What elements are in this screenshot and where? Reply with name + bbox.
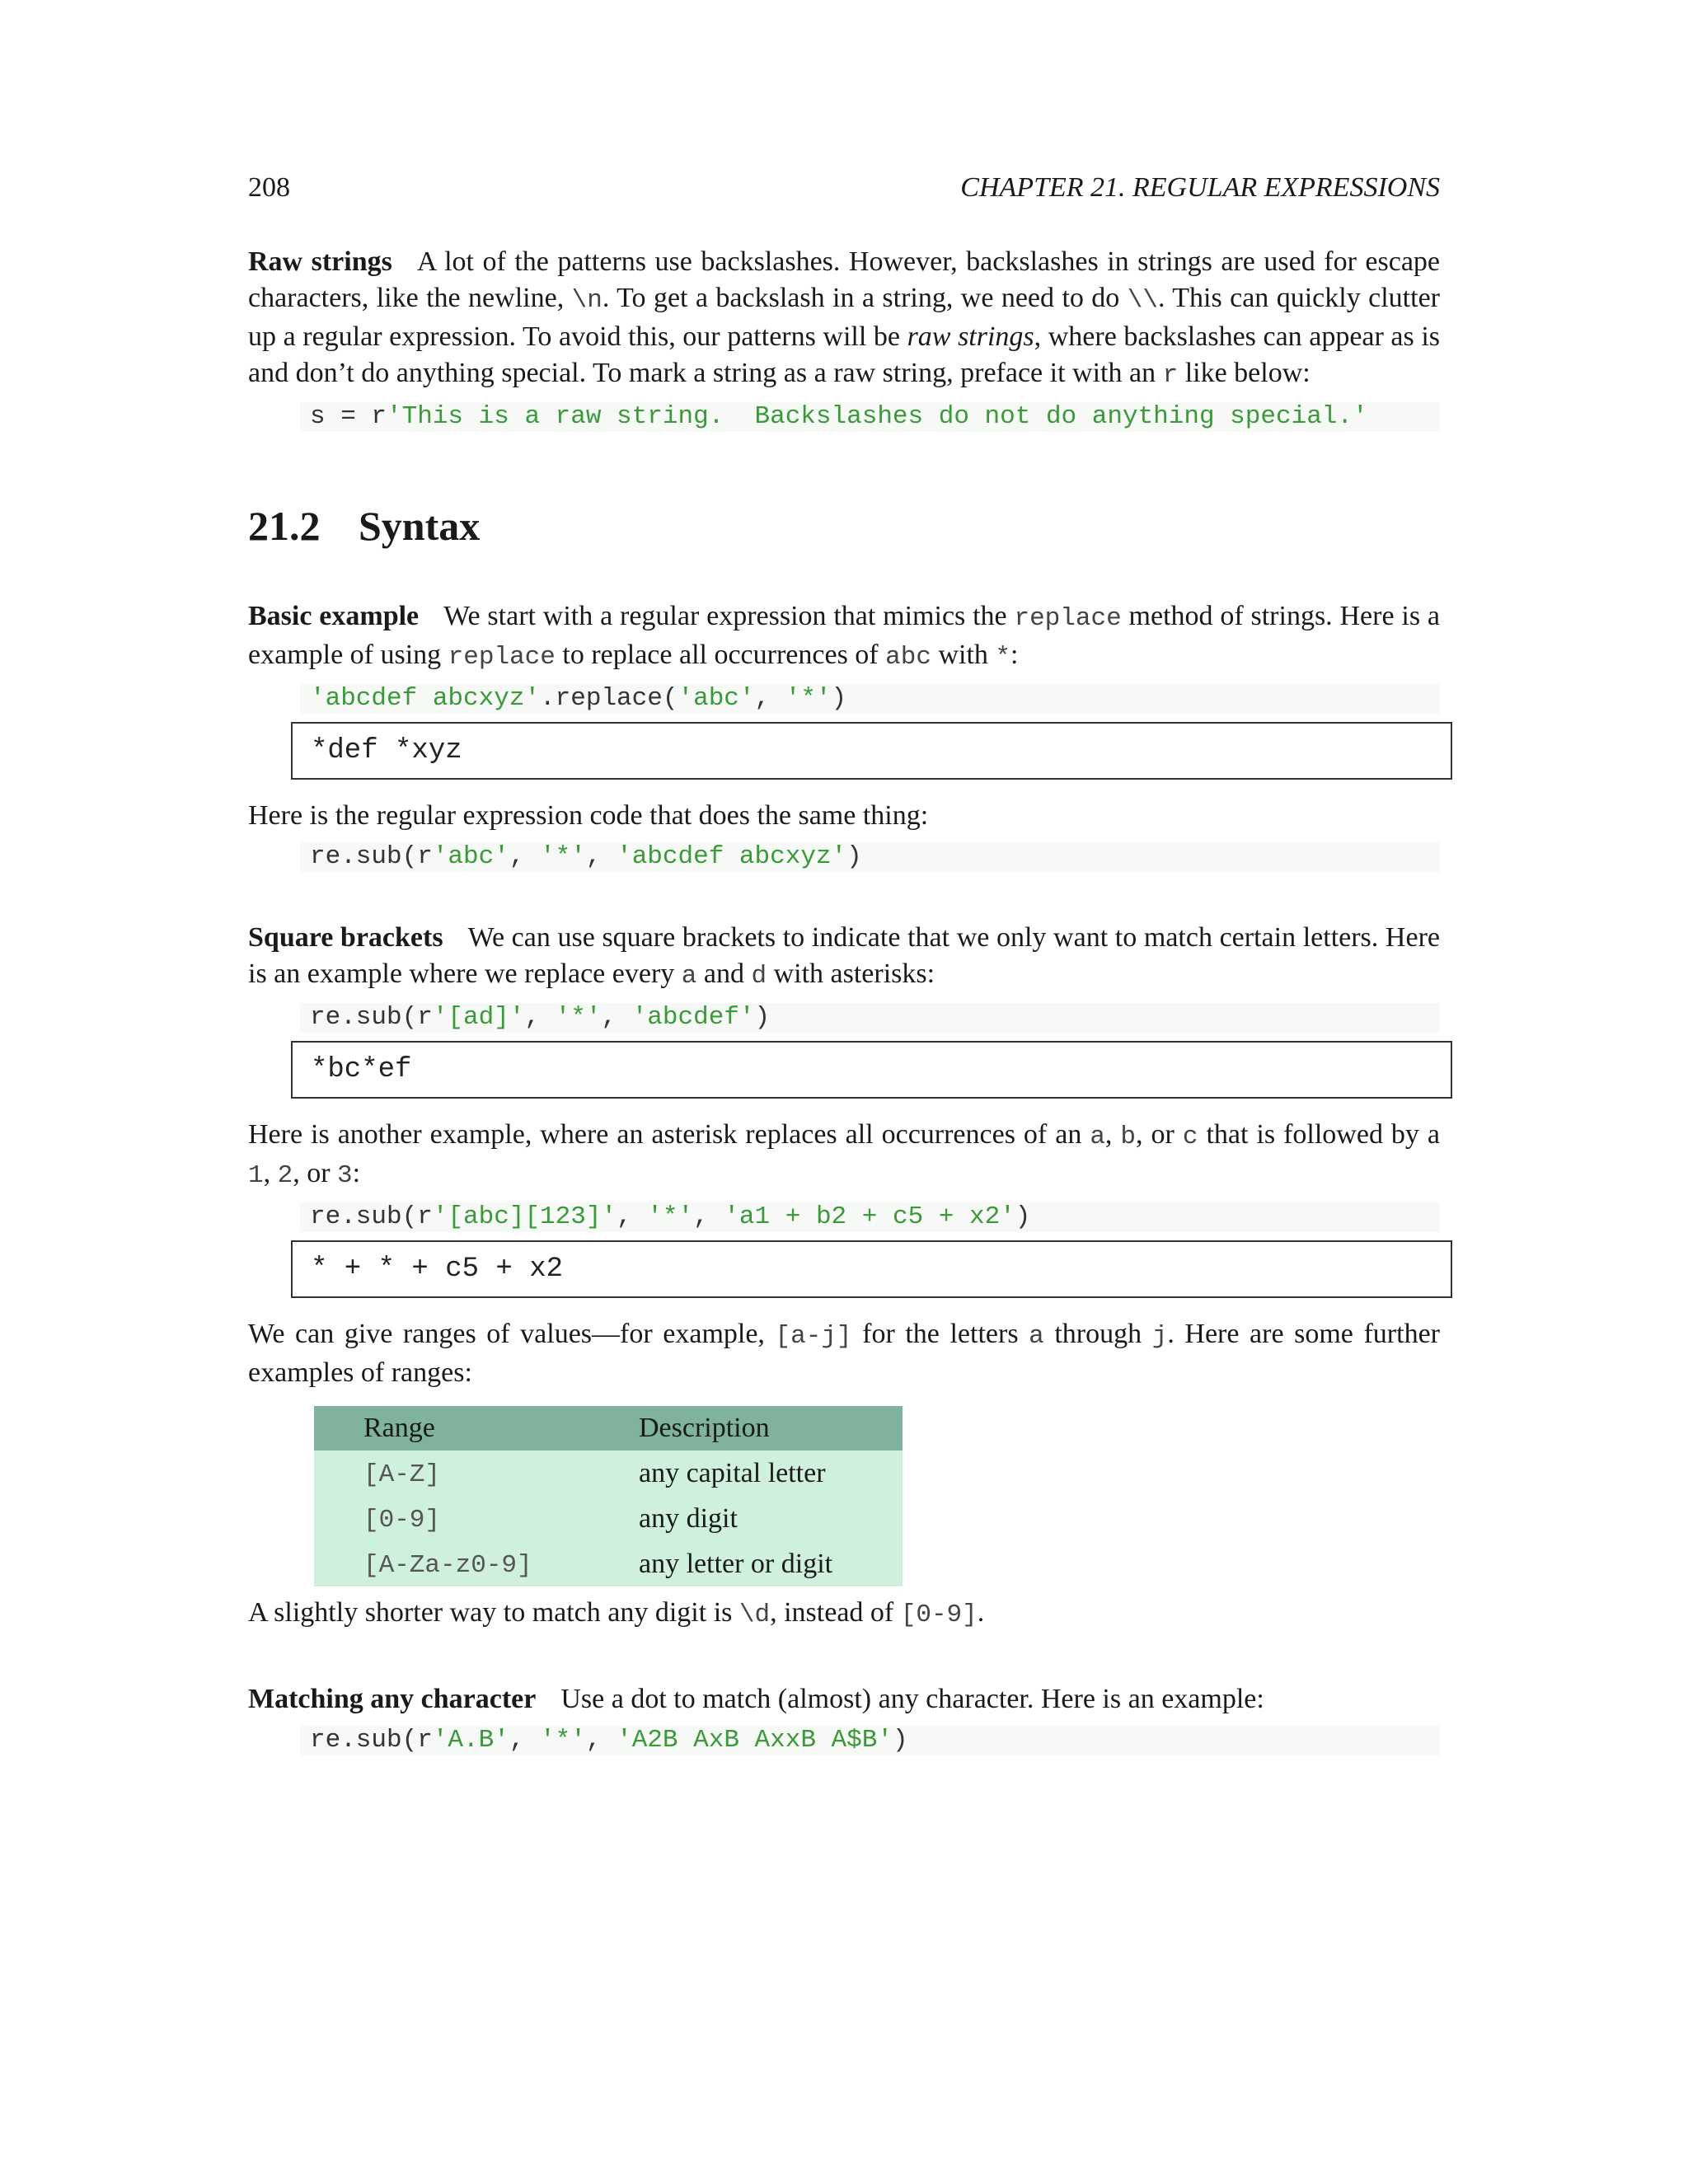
digit-shortcut-paragraph: A slightly shorter way to match any digit is \d, instead of [0-9]. <box>248 1597 985 1629</box>
ranges-table <box>314 1406 903 1586</box>
re-sub-code: re.sub(r'abc', '*', 'abcdef abcxyz') <box>300 842 1440 872</box>
description-cell: any digit <box>639 1496 903 1541</box>
basic-example-title: Basic example <box>248 601 420 631</box>
ranges-paragraph: We can give ranges of values—for example, [a-j] for the letters a through j. Here are some further examples of ranges: <box>248 1319 1440 1388</box>
range-cell: [A-Z] <box>363 1460 441 1489</box>
table-row <box>314 1496 903 1541</box>
range-cell: [A-Za-z0-9] <box>363 1551 532 1580</box>
page-content <box>248 244 1440 1755</box>
another-example-paragraph: Here is another example, where an asterisk replaces all occurrences of an a, b, or c that is followed by a 1, 2, or 3: <box>248 1119 1441 1190</box>
dot-code: re.sub(r'A.B', '*', 'A2B AxB AxxB A$B') <box>300 1726 1440 1755</box>
matching-any-title: Matching any character <box>248 1684 537 1714</box>
raw-string-code: s = r'This is a raw string. Backslashes do not do anything special.' <box>300 402 1440 432</box>
description-cell: any letter or digit <box>639 1541 903 1586</box>
section-heading <box>248 501 1440 551</box>
range-cell: [0-9] <box>363 1506 441 1535</box>
square-brackets-code: re.sub(r'[ad]', '*', 'abcdef') <box>300 1003 1440 1033</box>
raw-strings-title: Raw strings <box>248 246 392 277</box>
table-header: Range <box>314 1406 639 1451</box>
regex-intro-paragraph: Here is the regular expression code that does the same thing: <box>248 800 929 831</box>
class-pair-code: re.sub(r'[abc][123]', '*', 'a1 + b2 + c5 + x2') <box>300 1202 1440 1232</box>
table-header: Description <box>639 1406 903 1451</box>
description-cell: any capital letter <box>639 1451 903 1496</box>
replace-code: 'abcdef abcxyz'.replace('abc', '*') <box>300 684 1440 714</box>
replace-output: *def *xyz <box>291 722 1452 780</box>
table-header-row <box>314 1406 903 1451</box>
running-header: CHAPTER 21. REGULAR EXPRESSIONS <box>960 172 1440 203</box>
basic-example-paragraph: Basic example We start with a regular expression that mimics the replace method of strings. Here is a example of using replace to replace all occurrences of abc with *: <box>248 601 1440 672</box>
square-brackets-output: *bc*ef <box>291 1041 1452 1099</box>
matching-any-paragraph: Matching any character Use a dot to match (almost) any character. Here is an example: <box>248 1684 1264 1714</box>
section-title: Syntax <box>359 503 481 549</box>
table-row <box>314 1451 903 1496</box>
page-number: 208 <box>248 172 290 203</box>
square-brackets-title: Square brackets <box>248 922 443 953</box>
table-row <box>314 1541 903 1586</box>
section-number: 21.2 <box>248 503 321 549</box>
class-pair-output: * + * + c5 + x2 <box>291 1240 1452 1298</box>
raw-strings-paragraph: Raw strings A lot of the patterns use backslashes. However, backslashes in strings are used for escape characters, like the newline, \n. To get a backslash in a string, we need to do \\. This can quickly clutter up a regular expression. To avoid this, our patterns will be raw strings, where backslashes can appear as is and don’t do anything special. To mark a string as a raw string, preface it with an r like below: <box>248 246 1441 390</box>
square-brackets-paragraph: Square brackets We can use square brackets to indicate that we only want to match certain letters. Here is an example where we replace every a and d with asterisks: <box>248 922 1440 991</box>
